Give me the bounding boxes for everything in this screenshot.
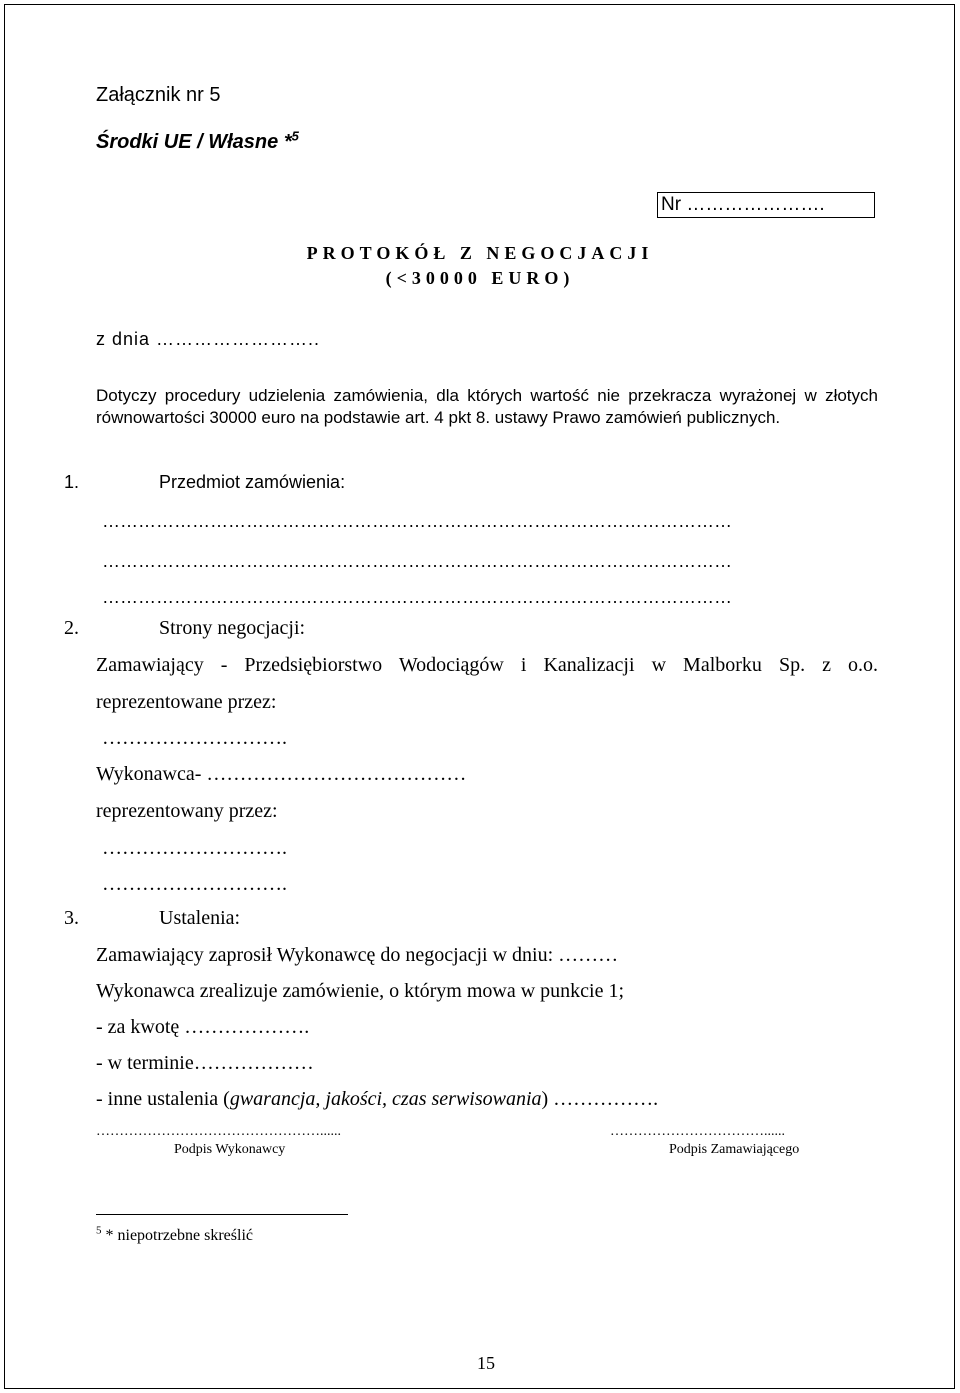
- page-number: 15: [477, 1353, 495, 1373]
- section-1-dots-3: ……………………………………………………………………………………………: [102, 587, 732, 607]
- section-3-number: 3.: [64, 907, 79, 929]
- ustalenia-line-1: Zamawiający zaprosił Wykonawcę do negocjacji w dniu: ………: [96, 944, 619, 966]
- reprezentowany-label: reprezentowany przez:: [96, 800, 278, 822]
- section-1-heading: Przedmiot zamówienia:: [159, 472, 346, 492]
- document-title: PROTOKÓŁ Z NEGOCJACJI: [306, 243, 654, 263]
- reprezentowane-label: reprezentowane przez:: [96, 691, 277, 713]
- zamawiajacy-line: Zamawiający - Przedsiębiorstwo Wodociągów i Kanalizacji w Malborku Sp. z o.o.: [96, 654, 878, 676]
- reprezentowane-dots: ……………………….: [102, 727, 287, 749]
- footnote: [96, 1224, 253, 1245]
- intro-line-1: Dotyczy procedury udzielenia zamówienia, dla których wartość nie przekracza wyrażonej w złotych: [96, 386, 878, 405]
- ustalenia-inne: [96, 1088, 658, 1111]
- annex-label: Załącznik nr 5: [96, 84, 221, 106]
- nr-box: Nr ………………….: [657, 192, 875, 218]
- funding-footnote-mark: 5: [291, 128, 299, 144]
- ustalenia-inne-italic: gwarancja, jakości, czas serwisowania: [229, 1088, 542, 1110]
- date-line: z dnia ……………………..: [96, 329, 321, 349]
- signature-right-dots: ……………………………......: [610, 1124, 785, 1139]
- section-2-heading: Strony negocjacji:: [159, 617, 306, 639]
- section-1-dots-1: ……………………………………………………………………………………………: [102, 511, 732, 531]
- document-subtitle: (<30000 EURO): [385, 268, 575, 288]
- footnote-text: * niepotrzebne skreślić: [105, 1227, 253, 1244]
- footnote-rule: [96, 1214, 348, 1215]
- section-3-heading: Ustalenia:: [159, 907, 241, 929]
- ustalenia-termin: - w terminie………………: [96, 1052, 314, 1074]
- wykonawca-line: Wykonawca- …………………………………: [96, 763, 467, 785]
- funding-text: Środki UE / Własne *: [96, 131, 292, 153]
- ustalenia-inne-suffix: ) …………….: [541, 1088, 659, 1110]
- signature-left-dots: …………………………………………......: [96, 1124, 341, 1139]
- signature-right-label: Podpis Zamawiającego: [669, 1142, 800, 1157]
- section-1-number: 1.: [64, 472, 80, 492]
- signature-left-label: Podpis Wykonawcy: [174, 1142, 286, 1157]
- reprezentowany-dots-2: ……………………….: [102, 873, 287, 895]
- footnote-mark: 5: [96, 1224, 102, 1237]
- ustalenia-line-2: Wykonawca zrealizuje zamówienie, o którym mowa w punkcie 1;: [96, 980, 625, 1002]
- section-1-dots-2: ……………………………………………………………………………………………: [102, 551, 732, 571]
- section-2-number: 2.: [64, 617, 79, 639]
- ustalenia-kwota: - za kwotę ……………….: [96, 1016, 310, 1038]
- intro-line-2: równowartości 30000 euro na podstawie art. 4 pkt 8. ustawy Prawo zamówień publicznych.: [96, 408, 781, 427]
- funding-label: [96, 128, 299, 154]
- ustalenia-inne-prefix: - inne ustalenia (: [96, 1088, 230, 1110]
- reprezentowany-dots-1: ……………………….: [102, 837, 287, 859]
